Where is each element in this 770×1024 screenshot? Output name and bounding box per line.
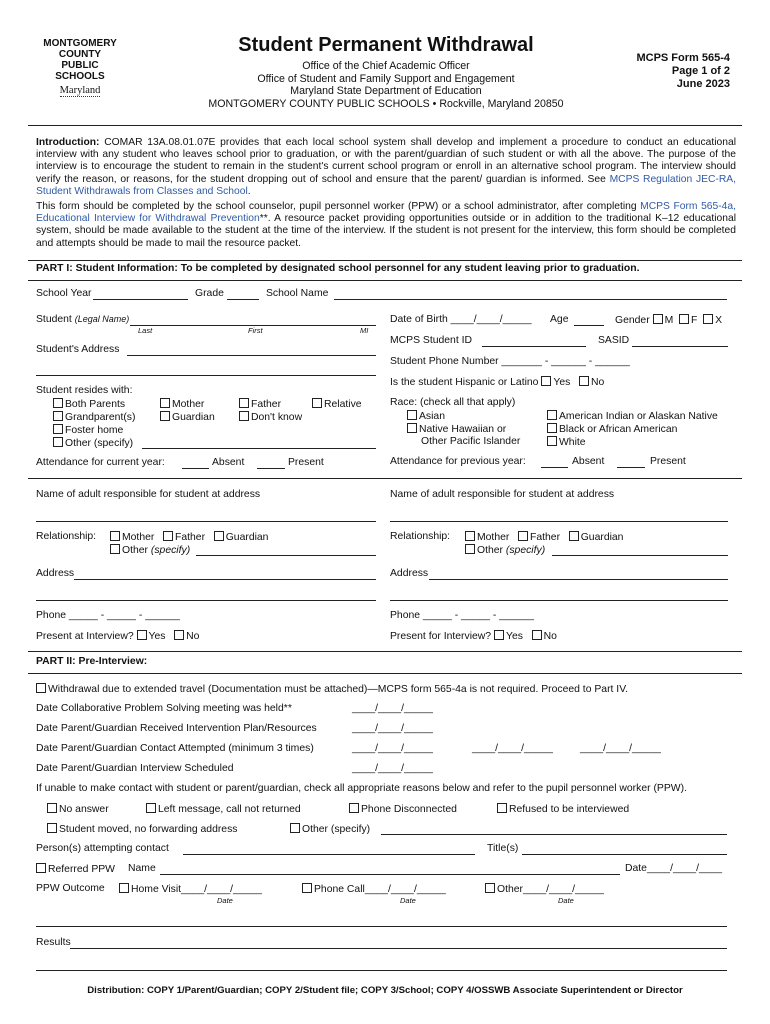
checkbox[interactable] <box>53 437 63 447</box>
checkbox[interactable] <box>407 423 417 433</box>
distribution-footer: Distribution: COPY 1/Parent/Guardian; COPY 2/Student file; COPY 3/School; COPY 4/OSSWB Associate Superintendent or Director <box>87 985 683 996</box>
phone-call[interactable]: Phone Call____/____/_____ <box>302 883 446 895</box>
address-field-2[interactable] <box>36 600 376 601</box>
address-field[interactable] <box>429 579 728 580</box>
phone-label: Phone _____ - _____ - ______ <box>390 610 534 621</box>
address-field-2[interactable] <box>36 375 376 376</box>
checkbox[interactable] <box>163 531 173 541</box>
present-field[interactable] <box>617 467 645 468</box>
present-interview: Present at Interview? Yes No <box>36 631 200 642</box>
adult-name-field[interactable] <box>36 521 376 522</box>
resides-opt[interactable]: Mother <box>160 398 204 410</box>
reason-opt[interactable]: Student moved, no forwarding address <box>47 823 237 835</box>
date-label: Date____/____/____ <box>625 863 723 874</box>
relationship-label: Relationship: <box>36 531 97 542</box>
present-for-interview: Present for Interview? Yes No <box>390 631 557 642</box>
race-opt[interactable]: American Indian or Alaskan Native <box>547 410 718 422</box>
absent-field[interactable] <box>541 467 568 468</box>
present-field[interactable] <box>257 468 285 469</box>
logo-state: Maryland <box>59 85 101 96</box>
race-opt[interactable]: White <box>547 436 586 448</box>
logo: MONTGOMERY COUNTY PUBLIC SCHOOLS Maryland <box>43 38 117 96</box>
reason-opt[interactable]: Left message, call not returned <box>146 803 301 815</box>
persons-label: Person(s) attempting contact <box>36 843 169 854</box>
school-name-field[interactable] <box>334 299 727 300</box>
age-label: Age <box>550 314 569 325</box>
form-id-block: MCPS Form 565-4 Page 1 of 2 June 2023 <box>636 52 730 90</box>
outcome-line[interactable] <box>36 926 727 927</box>
phone-label: Phone _____ - _____ - ______ <box>36 610 180 621</box>
checkbox[interactable] <box>518 531 528 541</box>
resides-opt[interactable]: Foster home <box>53 424 123 436</box>
resides-opt[interactable]: Don't know <box>239 411 302 423</box>
dob-label: Date of Birth ____/____/_____ <box>390 314 532 325</box>
date-field[interactable]: ____/____/_____ <box>580 743 661 754</box>
results-field-2[interactable] <box>36 970 727 971</box>
address-field[interactable] <box>74 579 376 580</box>
race-opt[interactable]: Asian <box>407 410 445 422</box>
race-opt[interactable]: Native Hawaiian or <box>407 423 506 435</box>
resides-other-field[interactable] <box>142 448 376 449</box>
checkbox[interactable] <box>47 803 57 813</box>
address-label: Address <box>390 568 429 579</box>
checkbox[interactable] <box>547 423 557 433</box>
school-year-field[interactable] <box>93 299 188 300</box>
resides-opt[interactable]: Other (specify) <box>53 437 133 449</box>
checkbox[interactable] <box>53 411 63 421</box>
checkbox[interactable] <box>119 883 129 893</box>
checkbox[interactable] <box>47 823 57 833</box>
grade-label: Grade <box>195 288 224 299</box>
checkbox[interactable] <box>174 630 184 640</box>
attendance-current: Attendance for current year: <box>36 457 165 468</box>
checkbox[interactable] <box>214 531 224 541</box>
checkbox[interactable] <box>532 630 542 640</box>
checkbox[interactable] <box>137 630 147 640</box>
checkbox[interactable] <box>290 823 300 833</box>
sasid-field[interactable] <box>632 346 728 347</box>
resides-opt[interactable]: Both Parents <box>53 398 125 410</box>
checkbox[interactable] <box>160 411 170 421</box>
gender-field: Gender M F X <box>615 315 723 326</box>
address-label: Student's Address <box>36 344 120 355</box>
relationship-label: Relationship: <box>390 531 451 542</box>
checkbox[interactable] <box>302 883 312 893</box>
adult-name-field[interactable] <box>390 521 728 522</box>
checkbox[interactable] <box>53 424 63 434</box>
divider <box>28 478 742 479</box>
phone-label: Student Phone Number _______ - ______ - ______ <box>390 356 630 367</box>
other-specify-field[interactable] <box>196 555 376 556</box>
checkbox[interactable] <box>541 376 551 386</box>
pre-row: Date Parent/Guardian Interview Scheduled <box>36 763 234 774</box>
attendance-previous: Attendance for previous year: <box>390 456 526 467</box>
resides-opt[interactable]: Grandparent(s) <box>53 411 135 423</box>
results-label: Results <box>36 937 71 948</box>
pre-row: Date Collaborative Problem Solving meeting was held** <box>36 703 292 714</box>
checkbox[interactable] <box>110 544 120 554</box>
checkbox[interactable] <box>579 376 589 386</box>
introduction: Introduction: COMAR 13A.08.01.07E provides that each local school system shall develop and implement a procedure to conduct an educational interview with any student who leaves school prior to graduation, or with the parent/guardian of such student or with all the above. The purpose of the interview is to encourage the student to remain in the student's current school program or enroll in an alternative school program. The interview should verify the reason, or reasons, for the student dropping out of school and ensure that the parent/ guardian is informed. See MCPS Regulation JEC-RA, Student Withdrawals from Classes and School. This form should be completed by the school counselor, pupil personnel worker (PPW) or a school administrator, after completing MCPS Form 565-4a, Educational Interview for Withdrawal Prevention**. A resource packet providing opportunities outside or in addition to the traditional K–12 educational system, should be made available to the student at the time of the interview. If the student is not present for the interview, this form should be completed and attempts should be made to mail the resource packet. <box>36 137 737 249</box>
checkbox[interactable] <box>36 683 46 693</box>
school-name-label: School Name <box>266 288 329 299</box>
titles-field[interactable] <box>522 854 727 855</box>
other-specify-field[interactable] <box>381 834 727 835</box>
adult-label: Name of adult responsible for student at address <box>390 489 615 500</box>
date-field[interactable]: ____/____/_____ <box>352 743 433 754</box>
divider <box>28 280 742 281</box>
checkbox[interactable] <box>36 863 46 873</box>
address-label: Address <box>36 568 75 579</box>
race-opt[interactable]: Black or African American <box>547 423 677 435</box>
home-visit[interactable]: Home Visit____/____/_____ <box>119 883 262 895</box>
checkbox[interactable] <box>239 398 249 408</box>
checkbox[interactable] <box>146 803 156 813</box>
checkbox[interactable] <box>110 531 120 541</box>
results-field[interactable] <box>70 948 727 949</box>
reason-opt[interactable]: Phone Disconnected <box>349 803 457 815</box>
resides-opt[interactable]: Relative <box>312 398 362 410</box>
checkbox[interactable] <box>53 398 63 408</box>
other-specify-field[interactable] <box>552 555 728 556</box>
checkbox[interactable] <box>160 398 170 408</box>
divider <box>28 673 742 674</box>
checkbox[interactable] <box>465 531 475 541</box>
reason-opt[interactable]: Other (specify) <box>290 823 370 835</box>
reason-opt[interactable]: No answer <box>47 803 109 815</box>
checkbox[interactable] <box>569 531 579 541</box>
student-id-field[interactable] <box>482 346 586 347</box>
student-id-label: MCPS Student ID <box>390 335 473 346</box>
persons-field[interactable] <box>183 854 475 855</box>
pre-row: Date Parent/Guardian Received Intervention Plan/Resources <box>36 723 317 734</box>
form-565-4a-link[interactable]: MCPS Form 565-4a, Educational Interview for Withdrawal Prevention <box>36 201 736 225</box>
checkbox[interactable] <box>547 436 557 446</box>
divider <box>28 651 742 652</box>
reason-opt[interactable]: Refused to be interviewed <box>497 803 629 815</box>
resides-opt[interactable]: Father <box>239 398 281 410</box>
page-title: Student Permanent Withdrawal <box>238 34 534 56</box>
date-field[interactable]: ____/____/_____ <box>352 703 433 714</box>
date-field[interactable]: ____/____/_____ <box>352 723 433 734</box>
referred-ppw[interactable]: Referred PPW <box>36 863 115 875</box>
hispanic-label: Is the student Hispanic or Latino Yes No <box>390 377 605 388</box>
checkbox[interactable] <box>547 410 557 420</box>
checkbox[interactable] <box>679 314 689 324</box>
part1-heading: PART I: Student Information: To be completed by designated school personnel for any student leaving prior to graduation. <box>36 263 640 274</box>
age-field[interactable] <box>574 325 604 326</box>
checkbox[interactable] <box>312 398 322 408</box>
student-label: Student (Legal Name) <box>36 314 130 325</box>
absent-field[interactable] <box>182 468 209 469</box>
office-lines: Office of the Chief Academic Officer Office of Student and Family Support and Engagement Maryland State Department of Education MONTGOMERY COUNTY PUBLIC SCHOOLS • Rockville, Maryland 20850 <box>208 60 564 110</box>
checkbox[interactable] <box>485 883 495 893</box>
travel-option[interactable]: Withdrawal due to extended travel (Documentation must be attached)—MCPS form 565-4a is not required. Proceed to Part IV. <box>36 683 628 695</box>
unable-text: If unable to make contact with student or parent/guardian, check all appropriate reasons below and refer to the pupil personnel worker (PPW). <box>36 783 687 794</box>
grade-field[interactable] <box>227 299 259 300</box>
resides-label: Student resides with: <box>36 385 133 396</box>
checkbox[interactable] <box>494 630 504 640</box>
checkbox[interactable] <box>239 411 249 421</box>
part2-heading: PART II: Pre-Interview: <box>36 656 148 667</box>
checkbox[interactable] <box>407 410 417 420</box>
other-outcome[interactable]: Other____/____/_____ <box>485 883 604 895</box>
checkbox[interactable] <box>465 544 475 554</box>
sasid-label: SASID <box>598 335 630 346</box>
date-field[interactable]: ____/____/_____ <box>352 763 433 774</box>
address-field-2[interactable] <box>390 600 728 601</box>
outcome-label: PPW Outcome <box>36 883 105 894</box>
checkbox[interactable] <box>349 803 359 813</box>
checkbox[interactable] <box>653 314 663 324</box>
date-field[interactable]: ____/____/_____ <box>472 743 553 754</box>
pre-row: Date Parent/Guardian Contact Attempted (minimum 3 times) <box>36 743 314 754</box>
resides-opt[interactable]: Guardian <box>160 411 215 423</box>
race-label: Race: (check all that apply) <box>390 397 516 408</box>
checkbox[interactable] <box>703 314 713 324</box>
address-field-1[interactable] <box>127 355 376 356</box>
name-label: Name <box>128 863 156 874</box>
name-field[interactable] <box>160 874 620 875</box>
titles-label: Title(s) <box>487 843 519 854</box>
school-year-label: School Year <box>36 288 92 299</box>
race-opt-cont: Other Pacific Islander <box>421 436 521 447</box>
divider <box>28 125 742 126</box>
regulation-link[interactable]: MCPS Regulation JEC-RA, Student Withdrawals from Classes and School <box>36 173 737 197</box>
adult-label: Name of adult responsible for student at address <box>36 489 261 500</box>
checkbox[interactable] <box>497 803 507 813</box>
divider <box>28 260 742 261</box>
